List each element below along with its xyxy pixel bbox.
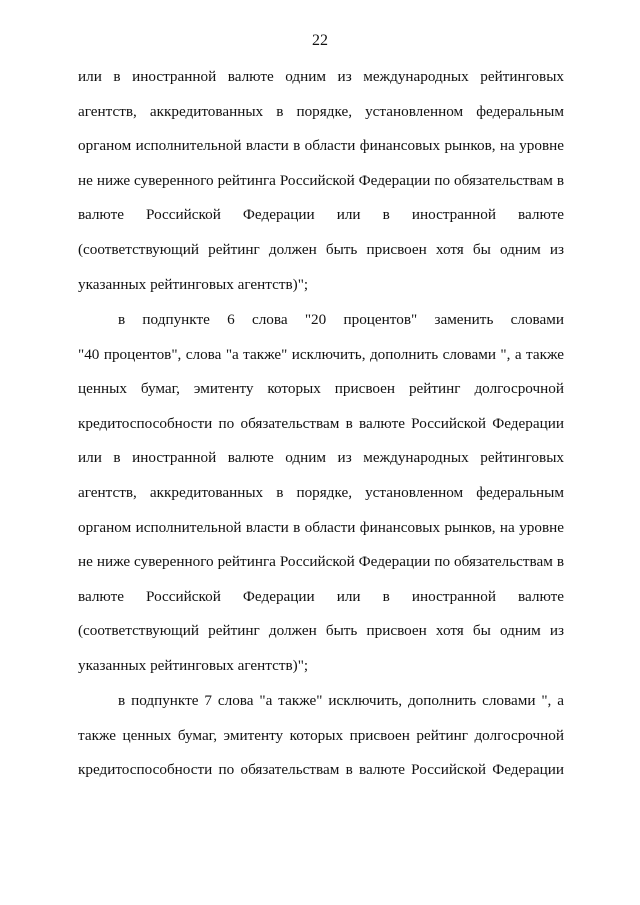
text-line: валюте Российской Федерации или в иностранной валюте bbox=[78, 587, 564, 605]
text-line: органом исполнительной власти в области финансовых рынков, на уровне bbox=[78, 137, 564, 155]
text-line: агентств, аккредитованных в порядке, установленном федеральным bbox=[78, 102, 564, 120]
text-line: "40 процентов", слова "а также" исключить, дополнить словами ", а также bbox=[78, 345, 564, 363]
text-line: или в иностранной валюте одним из международных рейтинговых bbox=[78, 449, 564, 467]
page-number: 22 bbox=[312, 32, 328, 49]
text-line: указанных рейтинговых агентств)"; bbox=[78, 656, 309, 674]
text-line: (соответствующий рейтинг должен быть присвоен хотя бы одним из bbox=[78, 622, 564, 640]
text-line: в подпункте 7 слова "а также" исключить, дополнить словами ", а bbox=[118, 692, 564, 709]
text-line: в подпункте 6 слова "20 процентов" заменить словами bbox=[118, 311, 564, 328]
text-line: не ниже суверенного рейтинга Российской Федерации по обязательствам в bbox=[78, 171, 564, 189]
text-line: кредитоспособности по обязательствам в валюте Российской Федерации bbox=[78, 414, 564, 432]
text-line: указанных рейтинговых агентств)"; bbox=[78, 275, 309, 293]
paragraph-subitem-6 bbox=[78, 310, 564, 691]
paragraph-subitem-7 bbox=[78, 691, 564, 795]
text-line: органом исполнительной власти в области финансовых рынков, на уровне bbox=[78, 518, 564, 536]
text-line: кредитоспособности по обязательствам в валюте Российской Федерации bbox=[78, 761, 564, 779]
text-line: валюте Российской Федерации или в иностранной валюте bbox=[78, 206, 564, 224]
text-line: (соответствующий рейтинг должен быть присвоен хотя бы одним из bbox=[78, 240, 564, 258]
text-line: ценных бумаг, эмитенту которых присвоен рейтинг долгосрочной bbox=[78, 380, 564, 398]
text-line: также ценных бумаг, эмитенту которых присвоен рейтинг долгосрочной bbox=[78, 726, 564, 744]
paragraph-continuation bbox=[78, 67, 564, 309]
text-line: не ниже суверенного рейтинга Российской Федерации по обязательствам в bbox=[78, 553, 564, 571]
text-line: или в иностранной валюте одним из международных рейтинговых bbox=[78, 68, 564, 85]
text-line: агентств, аккредитованных в порядке, установленном федеральным bbox=[78, 483, 564, 501]
